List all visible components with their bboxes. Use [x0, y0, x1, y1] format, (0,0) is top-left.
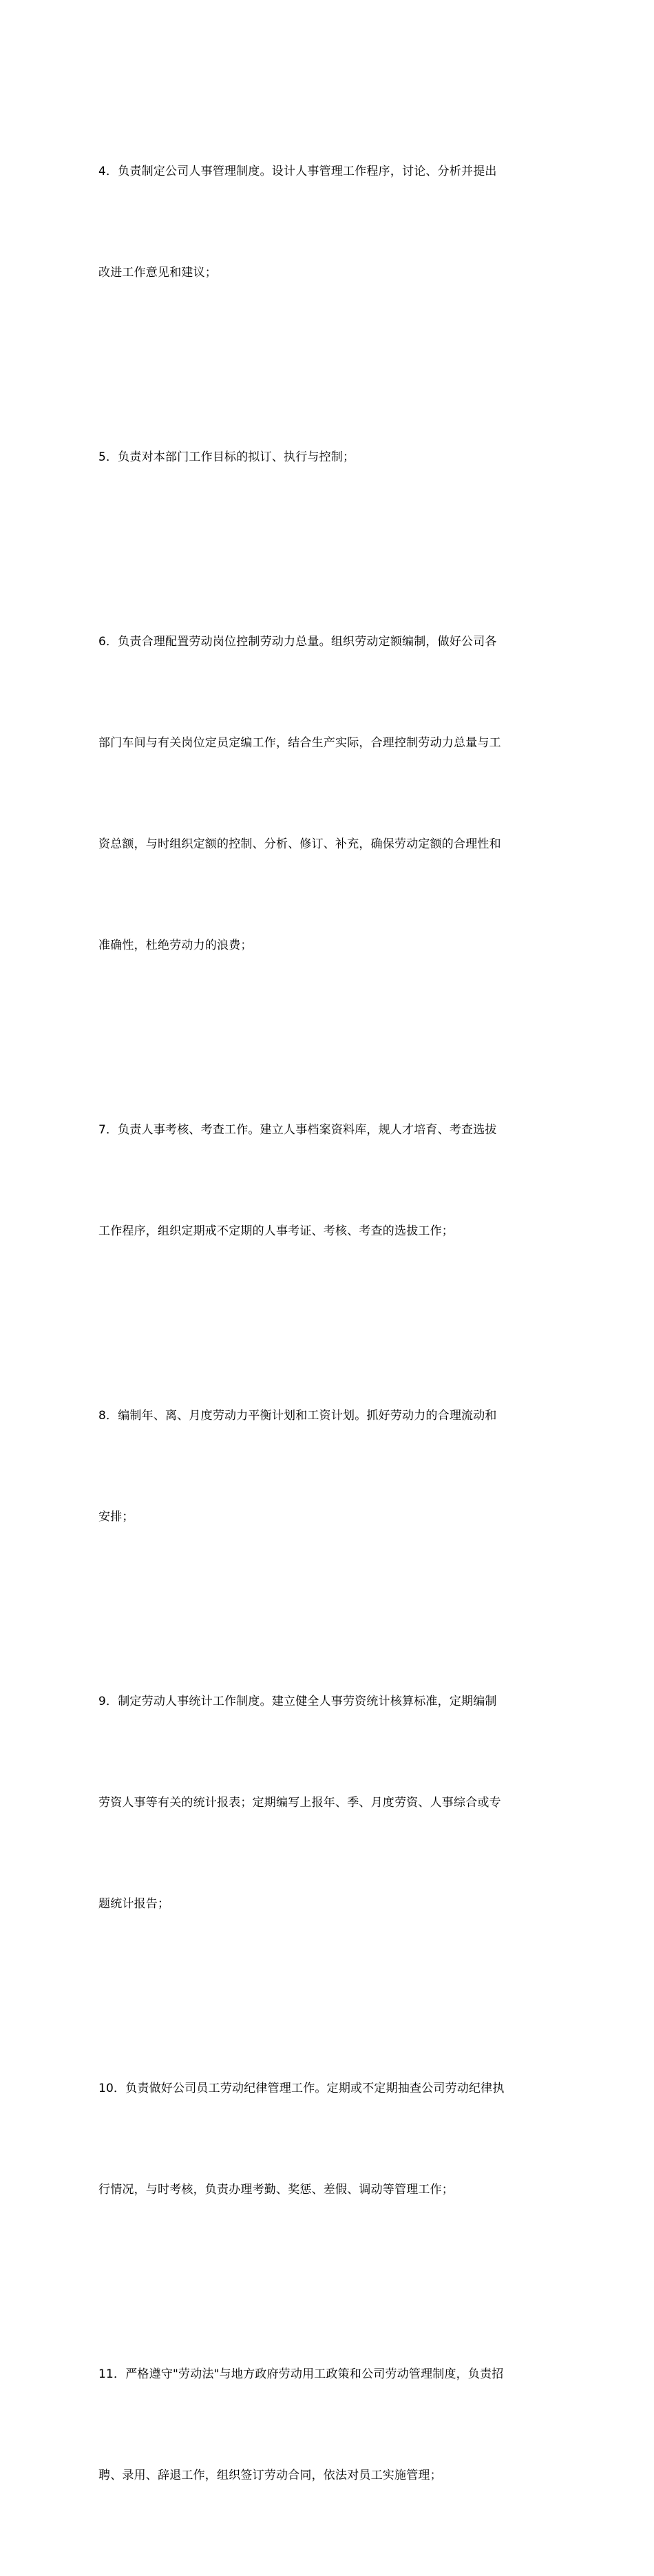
text-line: 改进工作意见和建议；	[98, 266, 217, 280]
text-line: 8．编制年、离、月度劳动力平衡计划和工资计划。抓好劳动力的合理流动和	[98, 1409, 497, 1423]
text-line: 行情况，与时考核，负责办理考勤、奖惩、差假、调动等管理工作；	[98, 2183, 454, 2197]
paragraph-item-11	[98, 2290, 561, 2560]
paragraph-item-7	[98, 1046, 561, 1316]
paragraph-item-6	[98, 558, 561, 1030]
text-line: 劳资人事等有关的统计报表；定期编写上报年、季、月度劳资、人事综合或专	[98, 1796, 501, 1810]
text-line: 9．制定劳动人事统计工作制度。建立健全人事劳资统计核算标准，定期编制	[98, 1695, 497, 1708]
text-line: 4．负责制定公司人事管理制度。设计人事管理工作程序，讨论、分析并提出	[98, 165, 497, 178]
paragraph-item-4	[98, 87, 561, 357]
text-line: 11．严格遵守"劳动法"与地方政府劳动用工政策和公司劳动管理制度，负责招	[98, 2367, 504, 2381]
document-body	[98, 87, 561, 2576]
text-line: 6．负责合理配置劳动岗位控制劳动力总量。组织劳动定额编制，做好公司各	[98, 635, 497, 649]
text-line: 资总额，与时组织定额的控制、分析、修订、补充，确保劳动定额的合理性和	[98, 837, 501, 851]
paragraph-item-5	[98, 373, 561, 542]
text-line: 题统计报告；	[98, 1897, 170, 1911]
paragraph-item-10	[98, 2004, 561, 2274]
text-line: 安排；	[98, 1510, 134, 1524]
text-line: 准确性，杜绝劳动力的浪费；	[98, 939, 253, 952]
text-line: 7．负责人事考核、考查工作。建立人事档案资料库，规人才培育、考查选拔	[98, 1123, 497, 1137]
text-line: 10．负责做好公司员工劳动纪律管理工作。定期或不定期抽查公司劳动纪律执	[98, 2082, 505, 2095]
paragraph-item-8	[98, 1332, 561, 1602]
paragraph-item-9	[98, 1617, 561, 1989]
text-line: 工作程序，组织定期戒不定期的人事考证、考核、考查的选拔工作；	[98, 1224, 454, 1238]
text-line: 5．负责对本部门工作目标的拟订、执行与控制；	[98, 450, 355, 464]
text-line: 聘、录用、辞退工作，组织签订劳动合同，依法对员工实施管理；	[98, 2469, 442, 2482]
text-line: 部门车间与有关岗位定员定编工作，结合生产实际，合理控制劳动力总量与工	[98, 736, 501, 750]
